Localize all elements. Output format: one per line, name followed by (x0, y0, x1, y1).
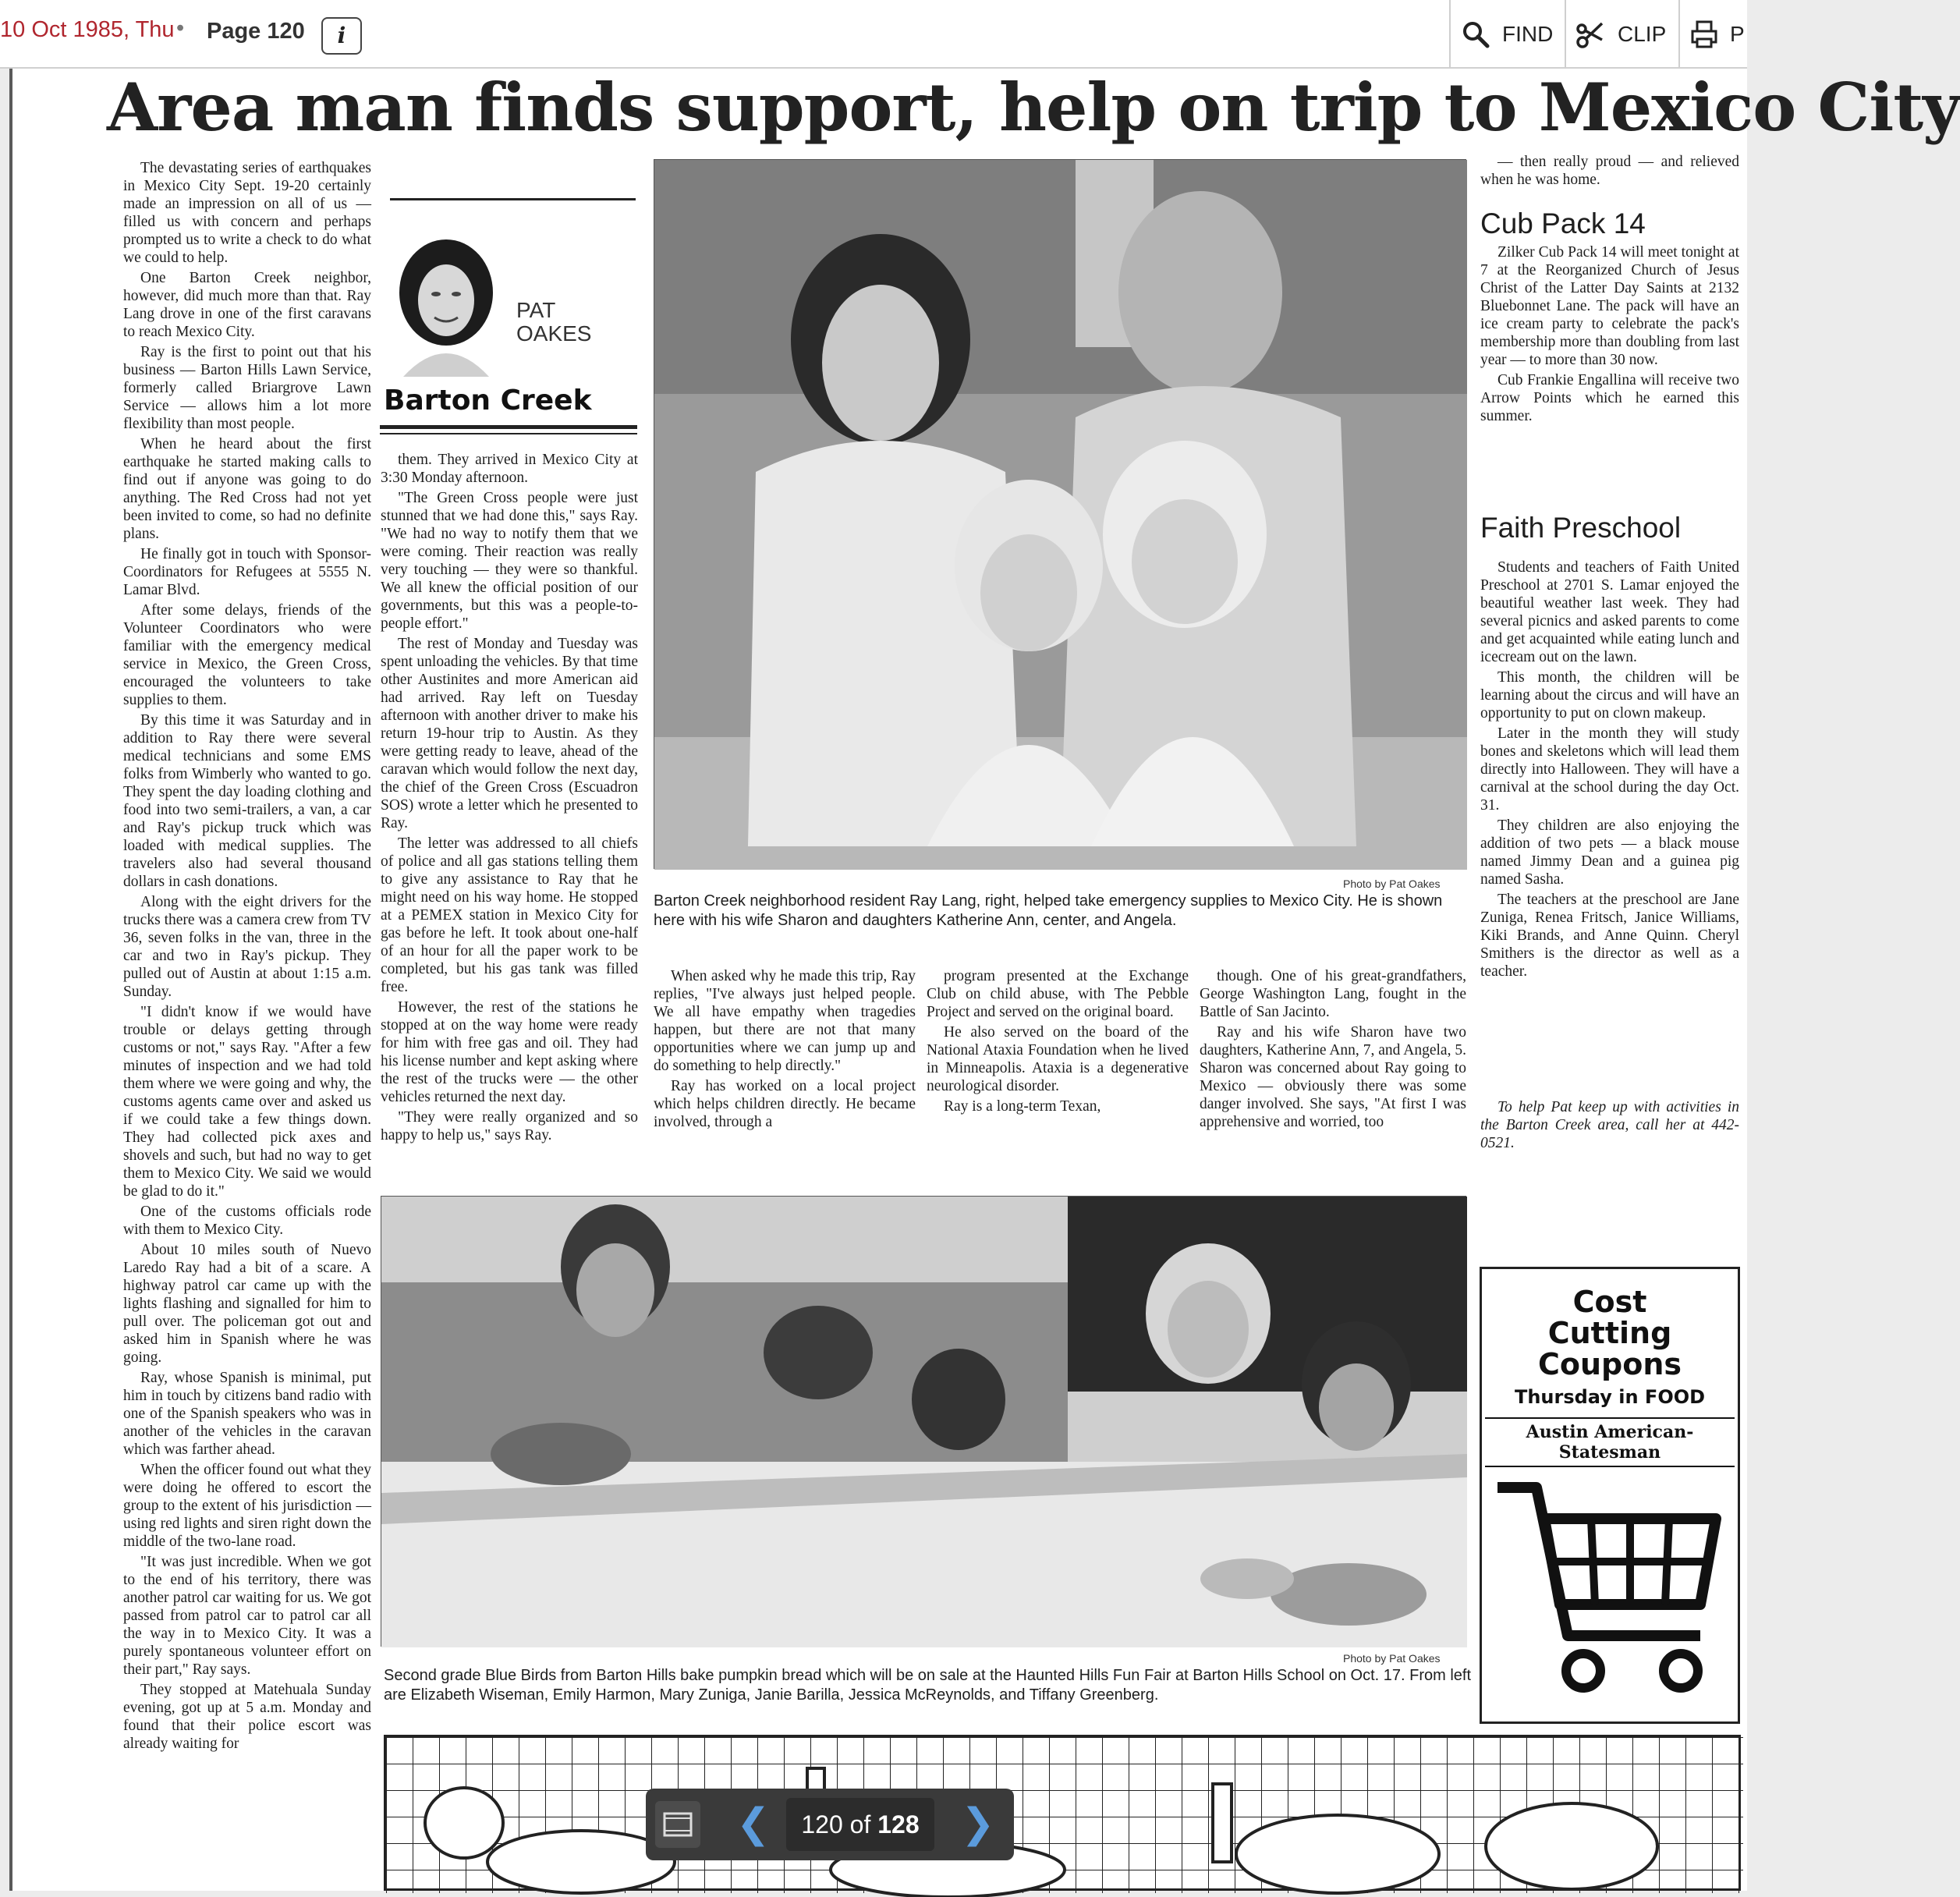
photo-credit: Photo by Pat Oakes (1343, 1652, 1441, 1665)
article-paragraph: The letter was addressed to all chiefs of police and all gas stations telling them to give any assistance to Ray that he might need on his way home. He stopped at a PEMEX station in Mexico City for gas before he left. It took about one-half of an hour for all the paper work to be completed, but his gas tank was filled free. (381, 835, 638, 995)
of-label: of (849, 1810, 871, 1838)
print-button[interactable] (1691, 0, 1745, 69)
article-paragraph: One Barton Creek neighbor, however, did much more than that. Ray Lang drove in one of the first caravans to reach Mexico City. (123, 270, 371, 340)
blue-birds-photo (381, 1196, 1466, 1647)
photo-credit: Photo by Pat Oakes (1343, 878, 1441, 890)
article-paragraph: Ray is the first to point out that his business — Barton Hills Lawn Service, formerly called Briargrove Lawn Service — allows him a lot more flexibility than most people. (123, 344, 371, 432)
current-page: 120 (801, 1810, 843, 1838)
cub-pack-heading: Cub Pack 14 (1480, 207, 1646, 239)
article-paragraph: Ray, whose Spanish is minimal, put him in touch by citizens band radio with one of the Spanish speakers who was in another of the vehicles in the caravan which was farther ahead. (123, 1370, 371, 1458)
previous-page-button[interactable] (736, 1796, 771, 1853)
article-paragraph: When he heard about the first earthquake he started making calls to find out if anyone was going to do anything. The Red Cross had not yet been invited to come, so had no definite plans. (123, 436, 371, 542)
article-column-5 (1200, 967, 1466, 1225)
contact-note: To help Pat keep up with activities in the Barton Creek area, call her at 442-0521. (1480, 1099, 1739, 1151)
continuation-text: — then really proud — and relieved when he was home. (1480, 154, 1739, 188)
logo-rule (380, 433, 637, 434)
clip-button[interactable] (1575, 0, 1666, 69)
cub-pack-text (1480, 243, 1739, 427)
family-photo (654, 159, 1466, 869)
column-logo (380, 158, 637, 439)
article-paragraph: "I didn't know if we would have trouble or delays getting through customs or not," says Ray. "After a few minutes of inspection and we had told them where we were going and why, the customs agents came over and asked us if we could take a few things down. They had collected pick axes and shovels and such, but had no way to get them to Mexico City. We said we would be glad to do it." (123, 1004, 371, 1200)
article-paragraph: "It was just incredible. When we got to the end of his territory, there was another patrol car waiting for us. We got passed from patrol car to patrol car all the way in to Mexico City. It was a purely spontaneous volunteer effort on their part," Ray says. (123, 1554, 371, 1678)
article-column-2 (381, 451, 638, 1223)
faith-preschool-text (1480, 558, 1739, 983)
newspaper-page[interactable] (9, 69, 1960, 1891)
article-paragraph: Along with the eight drivers for the trucks there was a camera crew from TV 36, seven folks in the van, three in the car and two in Ray's pickup. They pulled out of Austin at about 1:15 a.m. Sunday. (123, 894, 371, 1000)
photo-caption: Second grade Blue Birds from Barton Hills bake pumpkin bread which will be on sale at the Haunted Hills Fun Fair at Barton Hills School on Oct. 17. From left are Elizabeth Wiseman, Emily Harmon, Mary Zuniga, Janie Barilla, Jessica McReynolds, and Tiffany Greenberg. (384, 1667, 1471, 1704)
clip-label: CLIP (1618, 22, 1667, 46)
article-paragraph: them. They arrived in Mexico City at 3:30 Monday afternoon. (381, 452, 638, 486)
article-paragraph: The devastating series of earthquakes in Mexico City Sept. 19-20 certainly made an impression on all of us — filled us with concern and perhaps prompted us to write a check to do what we could to help. (123, 160, 371, 266)
article-column-4 (927, 967, 1189, 1225)
page-counter[interactable] (786, 1798, 934, 1851)
chevron-left-icon: ❮ (736, 1800, 771, 1847)
article-column-3 (654, 967, 916, 1225)
chevron-right-icon: ❯ (961, 1800, 995, 1847)
article-paragraph: One of the customs officials rode with them to Mexico City. (123, 1204, 371, 1238)
filmstrip-button[interactable] (655, 1801, 700, 1848)
article-paragraph: The teachers at the preschool are Jane Zuniga, Renea Fritsch, Janice Williams, Kiki Brands, and Anne Quinn. Cheryl Smithers is the director as well as a teacher. (1480, 892, 1739, 980)
ad-title: Cost Cutting Coupons (1537, 1285, 1682, 1381)
ad-subtitle: Thursday in FOOD (1514, 1386, 1706, 1408)
photo-caption: Barton Creek neighborhood resident Ray Lang, right, helped take emergency supplies to Mexico City. He is shown here with his wife Sharon and daughters Katherine Ann, center, and Angela. (654, 892, 1443, 929)
logo-rule (380, 425, 637, 429)
article-paragraph: Students and teachers of Faith United Preschool at 2701 S. Lamar enjoyed the beautiful weather last week. They had several picnics and asked parents to come and get acquainted while eating lunch and icecream out on the lawn. (1480, 559, 1739, 665)
article-paragraph: Ray is a long-term Texan, (944, 1098, 1101, 1115)
article-paragraph: They children are also enjoying the addition of two pets — a black mouse named Jimmy Dean and a guinea pig named Sasha. (1480, 817, 1739, 888)
filmstrip-icon (655, 1838, 700, 1851)
article-paragraph: "The Green Cross people were just stunned that we had done this," says Ray. "We had no way to notify them that we were coming. Their reaction was really very touching — they were so thankful. We all knew the official position of our governments, but this was a people-to-people effort." (381, 490, 638, 632)
page-navigator (646, 1789, 1014, 1860)
page-indicator: Page 120 (207, 19, 305, 44)
search-icon (1462, 20, 1490, 48)
article-paragraph: When the officer found out what they were doing he offered to escort the group to the extent of his jurisdiction — using red lights and siren right down the middle of the two-lane road. (123, 1462, 371, 1550)
article-paragraph: The rest of Monday and Tuesday was spent unloading the vehicles. By that time other Austinites and more American aid had arrived. Ray left on Tuesday afternoon with another driver to make his return 19-hour trip to Austin. As they were getting ready to leave, ahead of the caravan which would follow the next day, the chief of the Green Cross (Escuadron SOS) wrote a letter which he presented to Ray. (381, 636, 638, 831)
article-paragraph: "They were really organized and so happy to help us," says Ray. (381, 1109, 638, 1144)
logo-top-rule (390, 198, 636, 200)
article-paragraph: By this time it was Saturday and in addition to Ray there were several medical technicians and some EMS folks from Wimberly who wanted to go. They spent the day loading clothing and food into two semi-trailers, a van, a car and Ray's pickup truck which was loaded with medical supplies. The travelers also had several thousand dollars in cash donations. (123, 712, 371, 890)
issue-date: 10 Oct 1985, Thu (0, 17, 175, 42)
find-button[interactable] (1462, 0, 1553, 69)
article-paragraph: Ray has worked on a local project which helps children directly. He became involved, through a (654, 1078, 916, 1130)
article-paragraph: program presented at the Exchange Club on child abuse, with The Pebble Project and served on the original board. (927, 968, 1189, 1020)
coupon-ad (1480, 1267, 1740, 1724)
toolbar-divider (1449, 0, 1451, 69)
toolbar-divider (1678, 0, 1680, 69)
column-title: Barton Creek (384, 385, 592, 417)
page-edge (9, 69, 12, 1891)
article-paragraph: However, the rest of the stations he stopped at on the way home were ready for him with free gas and oil. They had his license number and kept asking where the rest of the trucks were — the other vehicles returned the next day. (381, 999, 638, 1105)
date-separator: • (176, 16, 185, 41)
author-portrait (388, 236, 505, 377)
find-label: FIND (1502, 22, 1554, 46)
article-paragraph: They stopped at Matehuala Sunday evening, got up at 5 a.m. Monday and found that their police escort was already waiting for (123, 1682, 371, 1752)
print-label: P (1730, 22, 1745, 46)
ad-newspaper-name: Austin American-Statesman (1485, 1417, 1735, 1467)
article-paragraph: This month, the children will be learning about the circus and will have an opportunity to put on clown makeup. (1480, 669, 1739, 722)
printer-icon (1691, 20, 1717, 48)
article-paragraph: Later in the month they will study bones and skeletons which will lead them directly into Halloween. They will have a carnival at the school during the day Oct. 31. (1480, 725, 1739, 814)
article-paragraph: He finally got in touch with Sponsor-Coordinators for Refugees at 5555 N. Lamar Blvd. (123, 546, 371, 598)
article-column-1 (123, 159, 371, 1891)
article-paragraph: though. One of his great-grandfathers, George Washington Lang, fought in the Battle of San Jacinto. (1200, 968, 1466, 1020)
article-paragraph: When asked why he made this trip, Ray replies, "I've always just helped people. We all have empathy when tragedies happen, but there are not that many opportunities where we can jump up and do something to help directly." (654, 968, 916, 1074)
next-page-button[interactable] (961, 1796, 995, 1853)
total-pages: 128 (877, 1810, 920, 1838)
article-paragraph: He also served on the board of the National Ataxia Foundation when he lived in Minneapolis. Ataxia is a degenerative neurological disorder. (927, 1024, 1189, 1094)
article-paragraph: Ray and his wife Sharon have two daughters, Katherine Ann, 7, and Angela, 5. Sharon was concerned about Ray going to Mexico — obviously there was some danger involved. She says, "At first I was apprehensive and worried, too (1200, 1024, 1466, 1130)
article-paragraph: Cub Frankie Engallina will receive two Arrow Points which he earned this summer. (1480, 372, 1739, 424)
faith-preschool-heading: Faith Preschool (1480, 512, 1682, 544)
viewer-toolbar (0, 0, 1747, 69)
article-paragraph: About 10 miles south of Nuevo Laredo Ray had a bit of a scare. A highway patrol car came up with the lights flashing and signalled for him to pull over. The policeman got out and asked him in Spanish where he was going. (123, 1242, 371, 1366)
article-paragraph: Zilker Cub Pack 14 will meet tonight at 7 at the Reorganized Church of Jesus Christ of the Latter Day Saints at 2132 Bluebonnet Lane. The pack will have an ice cream party to celebrate the pack's membership more than doubling from last year — to more than 30 now. (1480, 244, 1739, 368)
column-author: PAT OAKES (516, 298, 592, 346)
article-paragraph: After some delays, friends of the Volunteer Coordinators who were familiar with the emergency medical service in Mexico, the Green Cross, encouraged the volunteers to take supplies to them. (123, 602, 371, 708)
article-headline: Area man finds support, help on trip to Mexico City (107, 69, 1960, 146)
shopping-cart-icon (1490, 1464, 1731, 1718)
food-illustration-ad (384, 1735, 1741, 1891)
toolbar-divider (1565, 0, 1566, 69)
scissors-icon (1575, 20, 1605, 49)
info-button[interactable]: i (321, 17, 362, 55)
